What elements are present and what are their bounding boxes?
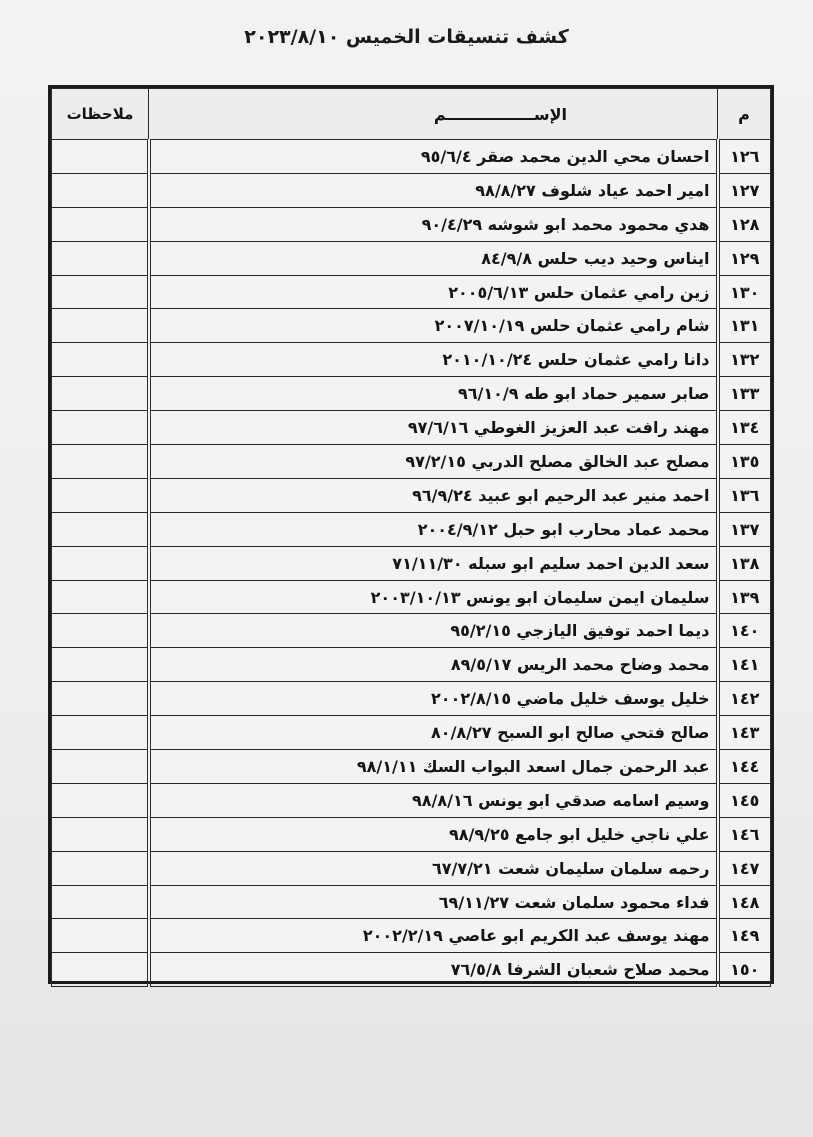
row-number: ١٤٨ [718,885,771,919]
row-name: مهند رافت عبد العزيز الغوطي ٩٧/٦/١٦ [149,411,718,445]
names-table-frame [48,85,774,984]
table-row [52,682,771,716]
table-row [52,919,771,953]
row-notes [52,750,149,784]
row-name: امير احمد عياد شلوف ٩٨/٨/٢٧ [149,173,718,207]
table-row [52,173,771,207]
table-row [52,648,771,682]
row-number: ١٤٥ [718,783,771,817]
table-row [52,512,771,546]
row-notes [52,783,149,817]
row-notes [52,377,149,411]
row-name: سعد الدين احمد سليم ابو سبله ٧١/١١/٣٠ [149,546,718,580]
row-notes [52,275,149,309]
row-name: محمد صلاح شعبان الشرفا ٧٦/٥/٨ [149,953,718,987]
row-number: ١٣٦ [718,478,771,512]
row-name: سليمان ايمن سليمان ابو يونس ٢٠٠٣/١٠/١٣ [149,580,718,614]
row-number: ١٤٢ [718,682,771,716]
row-name: مهند يوسف عبد الكريم ابو عاصي ٢٠٠٢/٢/١٩ [149,919,718,953]
row-notes [52,919,149,953]
row-notes [52,817,149,851]
row-number: ١٣٧ [718,512,771,546]
table-row [52,207,771,241]
row-name: رحمه سلمان سليمان شعت ٦٧/٧/٢١ [149,851,718,885]
row-notes [52,885,149,919]
table-row [52,614,771,648]
table-header-row [52,89,771,140]
row-name: زين رامي عثمان حلس ٢٠٠٥/٦/١٣ [149,275,718,309]
row-name: احسان محي الدين محمد صقر ٩٥/٦/٤ [149,140,718,174]
table-row [52,716,771,750]
document-title: كشف تنسيقات الخميس ٢٠٢٣/٨/١٠ [244,26,569,48]
row-notes [52,478,149,512]
row-number: ١٤٣ [718,716,771,750]
row-name: شام رامي عثمان حلس ٢٠٠٧/١٠/١٩ [149,309,718,343]
row-name: وسيم اسامه صدقي ابو يونس ٩٨/٨/١٦ [149,783,718,817]
table-row [52,309,771,343]
row-notes [52,140,149,174]
table-row [52,343,771,377]
row-notes [52,207,149,241]
table-row [52,411,771,445]
row-number: ١٣٠ [718,275,771,309]
table-row [52,478,771,512]
row-number: ١٢٩ [718,241,771,275]
row-number: ١٢٧ [718,173,771,207]
row-number: ١٣٩ [718,580,771,614]
header-notes: ملاحظات [52,89,149,140]
row-number: ١٤٦ [718,817,771,851]
row-number: ١٣٢ [718,343,771,377]
row-name: محمد عماد محارب ابو حبل ٢٠٠٤/٩/١٢ [149,512,718,546]
header-name: الإســــــــــــــــم [149,89,718,140]
row-name: صابر سمير حماد ابو طه ٩٦/١٠/٩ [149,377,718,411]
row-number: ١٥٠ [718,953,771,987]
table-row [52,580,771,614]
table-row [52,851,771,885]
row-notes [52,953,149,987]
row-notes [52,241,149,275]
table-row [52,546,771,580]
row-number: ١٣٤ [718,411,771,445]
names-table [51,88,771,987]
table-row [52,750,771,784]
row-notes [52,309,149,343]
row-number: ١٣٨ [718,546,771,580]
row-name: دانا رامي عثمان حلس ٢٠١٠/١٠/٢٤ [149,343,718,377]
row-notes [52,682,149,716]
table-row [52,817,771,851]
row-name: ديما احمد توفيق اليازجي ٩٥/٢/١٥ [149,614,718,648]
table-row [52,140,771,174]
row-name: احمد منير عبد الرحيم ابو عبيد ٩٦/٩/٢٤ [149,478,718,512]
table-row [52,275,771,309]
table-row [52,241,771,275]
row-number: ١٣٥ [718,445,771,479]
row-notes [52,648,149,682]
row-number: ١٢٨ [718,207,771,241]
row-name: علي ناجي خليل ابو جامع ٩٨/٩/٢٥ [149,817,718,851]
row-notes [52,445,149,479]
row-notes [52,614,149,648]
row-notes [52,173,149,207]
row-notes [52,411,149,445]
row-name: هدي محمود محمد ابو شوشه ٩٠/٤/٢٩ [149,207,718,241]
row-name: مصلح عبد الخالق مصلح الدربي ٩٧/٢/١٥ [149,445,718,479]
table-row [52,377,771,411]
table-row [52,885,771,919]
row-notes [52,343,149,377]
table-row [52,445,771,479]
row-number: ١٢٦ [718,140,771,174]
row-name: محمد وضاح محمد الريس ٨٩/٥/١٧ [149,648,718,682]
row-number: ١٤٧ [718,851,771,885]
row-notes [52,546,149,580]
table-row [52,783,771,817]
header-number: م [718,89,771,140]
row-number: ١٣١ [718,309,771,343]
table-body [52,140,771,987]
row-name: صالح فتحي صالح ابو السبح ٨٠/٨/٢٧ [149,716,718,750]
row-number: ١٤٤ [718,750,771,784]
row-name: خليل يوسف خليل ماضي ٢٠٠٢/٨/١٥ [149,682,718,716]
row-name: عبد الرحمن جمال اسعد البواب السك ٩٨/١/١١ [149,750,718,784]
table-row [52,953,771,987]
row-name: فداء محمود سلمان شعت ٦٩/١١/٢٧ [149,885,718,919]
row-number: ١٤٩ [718,919,771,953]
row-notes [52,512,149,546]
row-number: ١٤٠ [718,614,771,648]
row-notes [52,716,149,750]
row-number: ١٤١ [718,648,771,682]
row-notes [52,851,149,885]
row-name: ايناس وحيد ديب حلس ٨٤/٩/٨ [149,241,718,275]
row-notes [52,580,149,614]
row-number: ١٣٣ [718,377,771,411]
